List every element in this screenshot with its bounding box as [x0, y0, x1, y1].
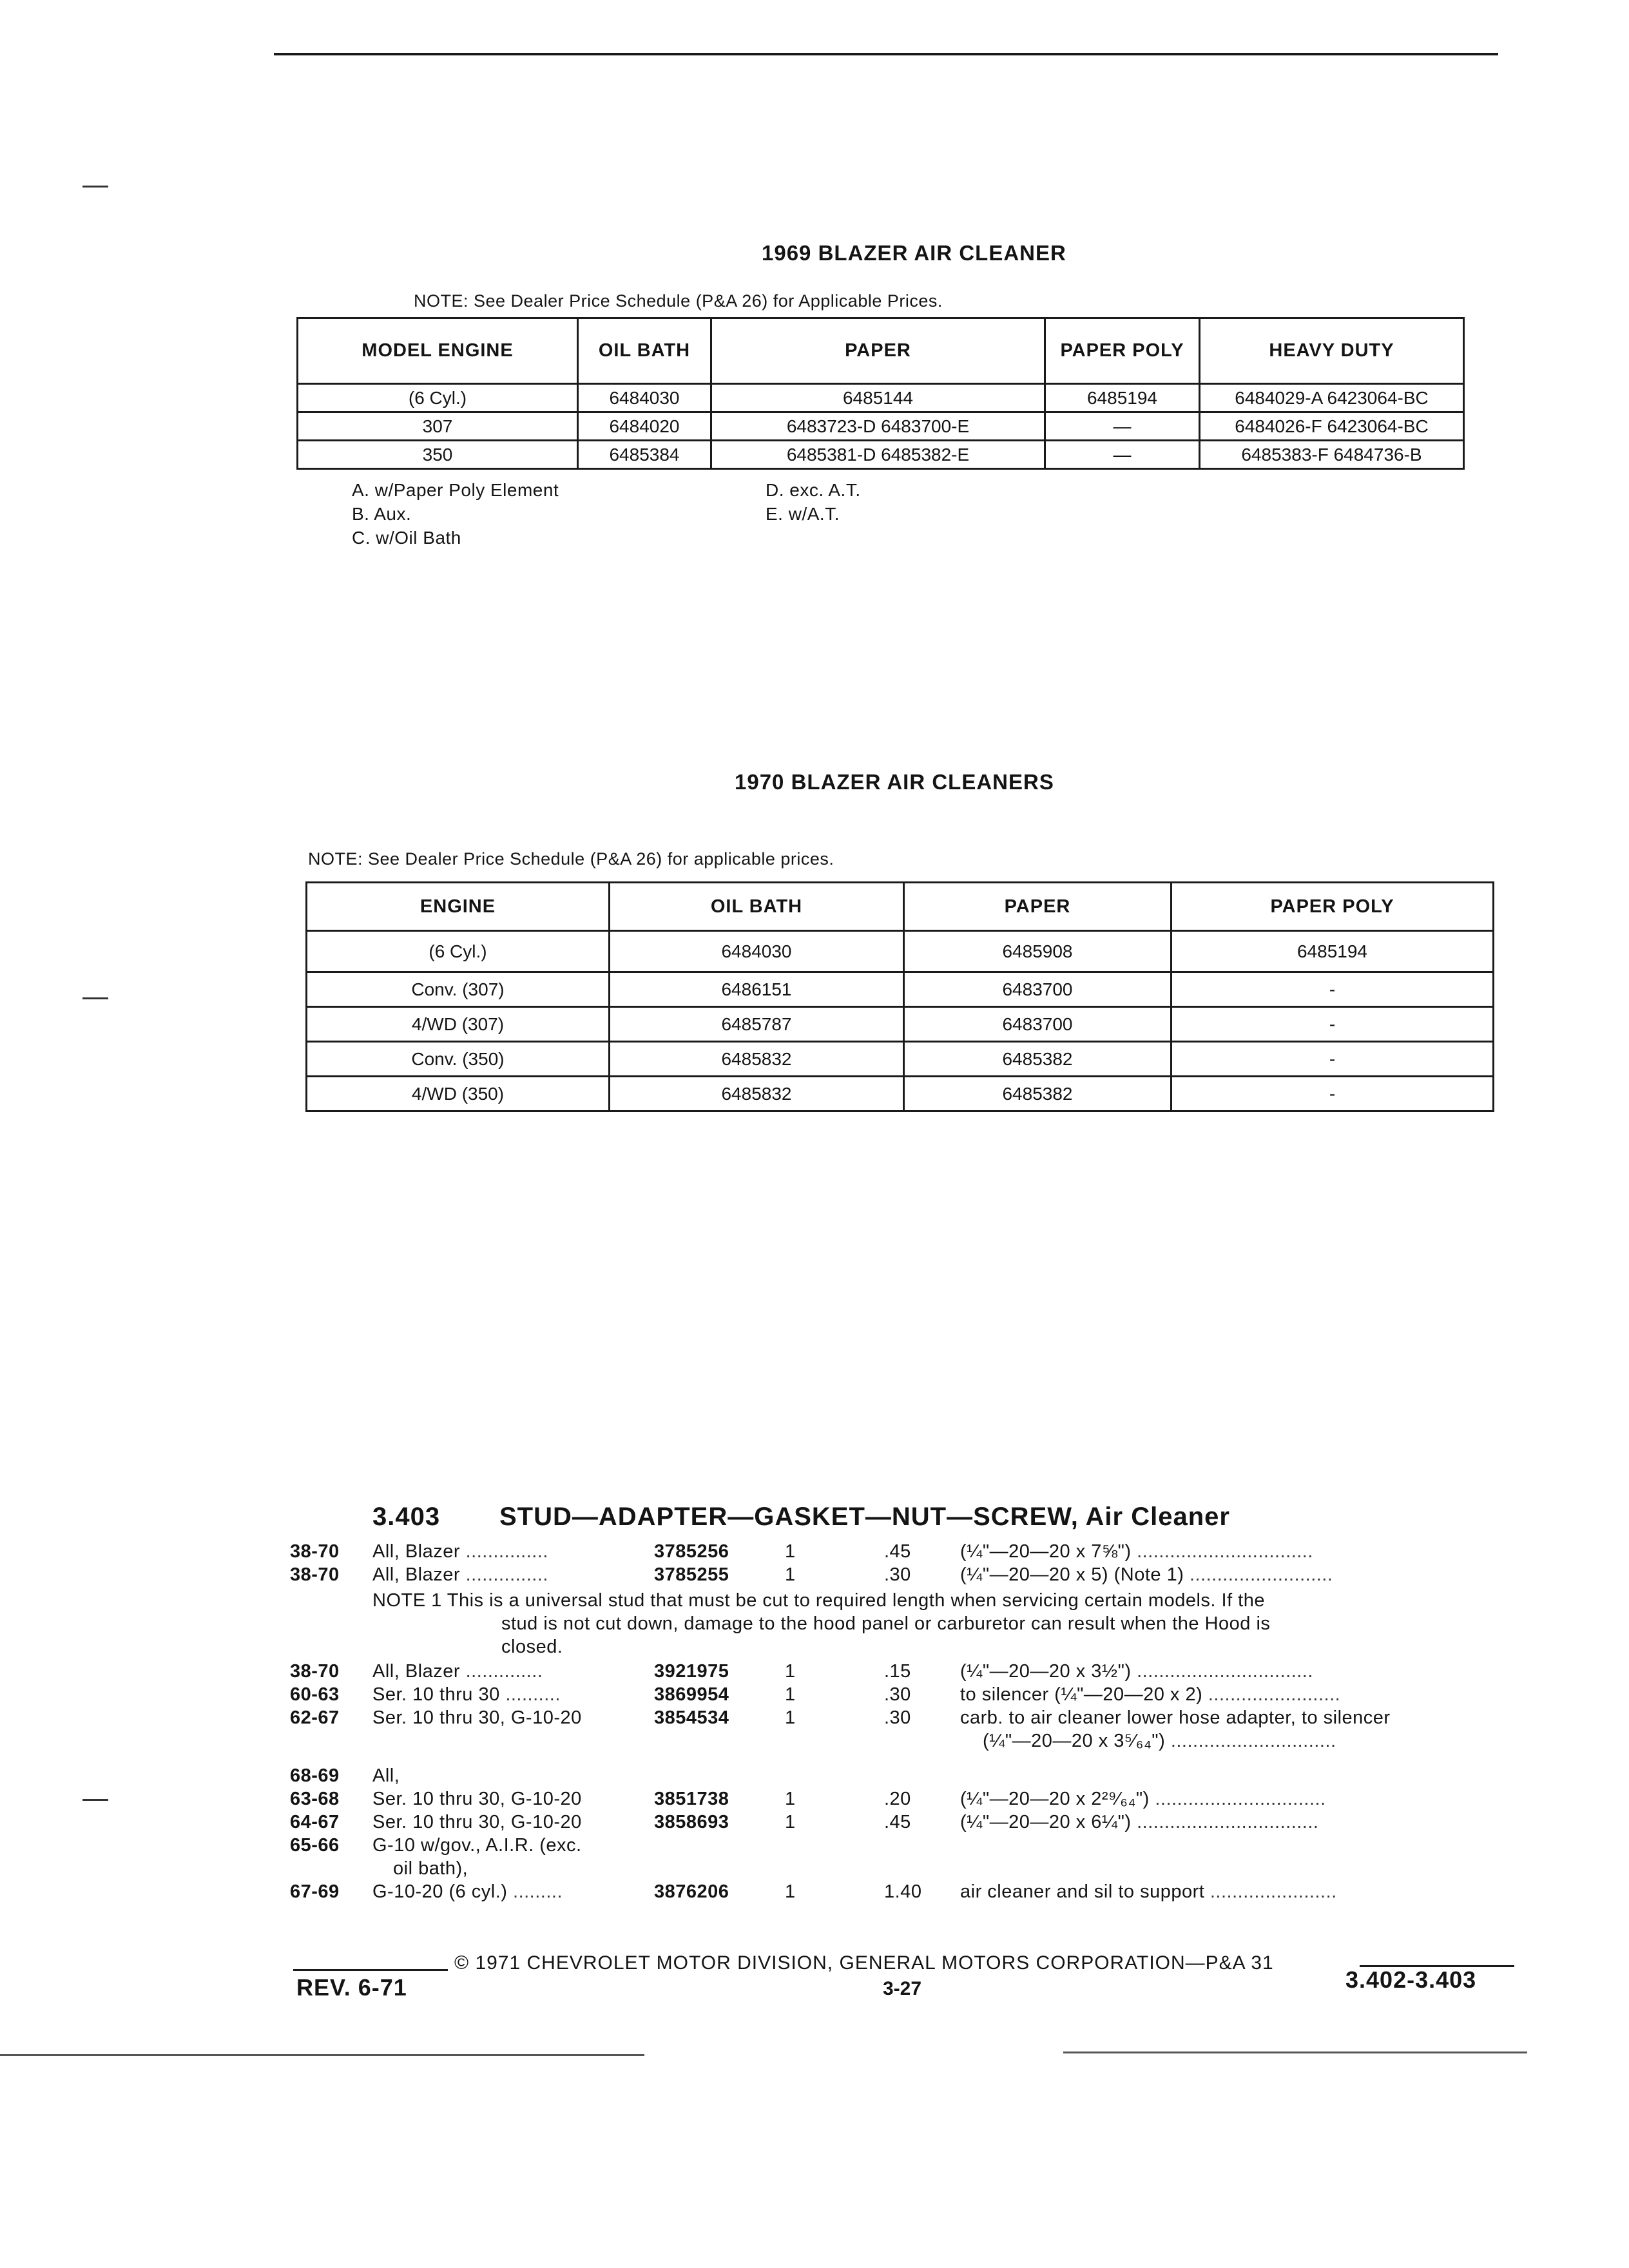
item-application: oil bath),: [393, 1858, 468, 1879]
list-item: [290, 1881, 1514, 1906]
footnote: D. exc. A.T.: [766, 480, 861, 500]
table-cell: 6483723-D 6483700-E: [711, 412, 1045, 441]
table-row: [298, 441, 1464, 469]
item-description: (¼"—20—20 x 2²⁹⁄₆₄") ...............................: [960, 1789, 1326, 1809]
item-application: G-10 w/gov., A.I.R. (exc.: [372, 1835, 582, 1856]
item-years: 62-67: [290, 1707, 340, 1728]
list-item: [290, 1684, 1514, 1709]
item-years: 38-70: [290, 1661, 340, 1682]
item-application: All, Blazer ...............: [372, 1564, 548, 1585]
column-header: ENGINE: [307, 883, 610, 931]
item-qty: 1: [785, 1541, 796, 1562]
item-price: 1.40: [884, 1881, 922, 1902]
item-description: (¼"—20—20 x 7⅝") ................................: [960, 1541, 1313, 1562]
list-item-continuation: [290, 1731, 1514, 1755]
item-description: carb. to air cleaner lower hose adapter, to silencer: [960, 1707, 1391, 1728]
table-cell: 6485381-D 6485382-E: [711, 441, 1045, 469]
item-price: .15: [884, 1661, 911, 1682]
table-cell: 6484026-F 6423064-BC: [1200, 412, 1464, 441]
table-row: [298, 412, 1464, 441]
table-row: [298, 384, 1464, 412]
list-item: [290, 1765, 1514, 1790]
item-part-number: 3785256: [654, 1541, 729, 1562]
item-part-number: 3876206: [654, 1881, 729, 1902]
margin-mark: [82, 1799, 108, 1801]
item-application: Ser. 10 thru 30, G-10-20: [372, 1812, 582, 1832]
item-application: All,: [372, 1765, 400, 1786]
page-number: 3-27: [883, 1978, 922, 1999]
item-qty: 1: [785, 1812, 796, 1832]
item-part-number: 3921975: [654, 1661, 729, 1682]
table-cell: 6485382: [904, 1042, 1171, 1077]
table-cell: 6483700: [904, 972, 1171, 1007]
table-cell: -: [1171, 1007, 1494, 1042]
table-cell: 6485194: [1045, 384, 1200, 412]
item-qty: 1: [785, 1881, 796, 1902]
table-cell: 6484029-A 6423064-BC: [1200, 384, 1464, 412]
item-application: Ser. 10 thru 30, G-10-20: [372, 1789, 582, 1809]
item-price: .45: [884, 1541, 911, 1562]
item-application: All, Blazer ..............: [372, 1661, 543, 1682]
item-years: 63-68: [290, 1789, 340, 1809]
table-cell: —: [1045, 412, 1200, 441]
column-header: MODEL ENGINE: [298, 318, 578, 384]
section-range: 3.402-3.403: [1345, 1966, 1477, 1993]
top-rule: [274, 53, 1498, 55]
item-description: to silencer (¼"—20—20 x 2) ........................: [960, 1684, 1341, 1705]
list-item: [290, 1564, 1514, 1589]
item-application: Ser. 10 thru 30 ..........: [372, 1684, 561, 1705]
table-cell: 6485383-F 6484736-B: [1200, 441, 1464, 469]
table-cell: —: [1045, 441, 1200, 469]
item-description: (¼"—20—20 x 3⁵⁄₆₄") ..............................: [983, 1731, 1336, 1751]
bottom-rule: [0, 2054, 644, 2056]
item-description: (¼"—20—20 x 3½") ................................: [960, 1661, 1313, 1682]
list-item: [290, 1858, 1514, 1883]
table-1970: [305, 881, 1494, 1112]
column-header: PAPER: [904, 883, 1171, 931]
item-application: All, Blazer ...............: [372, 1541, 548, 1562]
table-1969: [296, 317, 1465, 470]
table-cell: 4/WD (307): [307, 1007, 610, 1042]
table-cell: 6485787: [610, 1007, 904, 1042]
footnotes-left: [352, 478, 559, 550]
table-cell: 6486151: [610, 972, 904, 1007]
item-application: Ser. 10 thru 30, G-10-20: [372, 1707, 582, 1728]
column-header: OIL BATH: [610, 883, 904, 931]
table-cell: 6484020: [578, 412, 711, 441]
margin-mark: [82, 997, 108, 999]
column-header: HEAVY DUTY: [1200, 318, 1464, 384]
footer-rule-left: [293, 1969, 448, 1971]
item-years: 60-63: [290, 1684, 340, 1705]
table-row: [307, 972, 1494, 1007]
table-cell: Conv. (307): [307, 972, 610, 1007]
item-description: (¼"—20—20 x 5) (Note 1) ..........................: [960, 1564, 1333, 1585]
table-cell: 6484030: [610, 931, 904, 972]
note-1: [372, 1589, 1270, 1658]
list-item: [290, 1835, 1514, 1860]
table-cell: 6484030: [578, 384, 711, 412]
table-cell: -: [1171, 972, 1494, 1007]
table-cell: 6485908: [904, 931, 1171, 972]
footnotes-right: [766, 478, 861, 526]
table-cell: 6485384: [578, 441, 711, 469]
list-item: [290, 1541, 1514, 1566]
table-cell: 4/WD (350): [307, 1077, 610, 1111]
column-header: PAPER POLY: [1045, 318, 1200, 384]
table-1969-title: 1969 BLAZER AIR CLEANER: [762, 241, 1066, 265]
table-1969-note: NOTE: See Dealer Price Schedule (P&A 26) for Applicable Prices.: [414, 291, 943, 311]
table-cell: (6 Cyl.): [307, 931, 610, 972]
item-price: .30: [884, 1707, 911, 1728]
footnote: C. w/Oil Bath: [352, 528, 461, 548]
section-number: 3.403: [372, 1503, 441, 1531]
copyright: © 1971 CHEVROLET MOTOR DIVISION, GENERAL MOTORS CORPORATION—P&A 31: [454, 1952, 1274, 1974]
item-part-number: 3854534: [654, 1707, 729, 1728]
item-qty: 1: [785, 1564, 796, 1585]
item-years: 64-67: [290, 1812, 340, 1832]
item-price: .30: [884, 1564, 911, 1585]
item-qty: 1: [785, 1684, 796, 1705]
note-line: NOTE 1 This is a universal stud that must be cut to required length when servicing certain models. If the: [372, 1590, 1265, 1611]
table-cell: -: [1171, 1042, 1494, 1077]
footnote: A. w/Paper Poly Element: [352, 480, 559, 500]
table-row: [307, 931, 1494, 972]
item-years: 65-66: [290, 1835, 340, 1856]
item-years: 68-69: [290, 1765, 340, 1786]
column-header: OIL BATH: [578, 318, 711, 384]
item-application: G-10-20 (6 cyl.) .........: [372, 1881, 563, 1902]
item-qty: 1: [785, 1707, 796, 1728]
table-cell: (6 Cyl.): [298, 384, 578, 412]
list-item: [290, 1707, 1514, 1732]
table-1970-note: NOTE: See Dealer Price Schedule (P&A 26) for applicable prices.: [308, 849, 834, 869]
table-cell: 6483700: [904, 1007, 1171, 1042]
bottom-rule: [1063, 2052, 1527, 2053]
table-cell: 350: [298, 441, 578, 469]
column-header: PAPER POLY: [1171, 883, 1494, 931]
item-years: 38-70: [290, 1541, 340, 1562]
table-cell: 6485144: [711, 384, 1045, 412]
item-part-number: 3858693: [654, 1812, 729, 1832]
item-description: air cleaner and sil to support .......................: [960, 1881, 1337, 1902]
table-cell: 6485832: [610, 1077, 904, 1111]
item-part-number: 3785255: [654, 1564, 729, 1585]
table-cell: Conv. (350): [307, 1042, 610, 1077]
item-description: (¼"—20—20 x 6¼") .................................: [960, 1812, 1319, 1832]
item-years: 67-69: [290, 1881, 340, 1902]
footnote: E. w/A.T.: [766, 504, 840, 524]
list-item: [290, 1789, 1514, 1813]
item-price: .30: [884, 1684, 911, 1705]
table-row: [307, 1042, 1494, 1077]
footnote: B. Aux.: [352, 504, 412, 524]
item-qty: 1: [785, 1661, 796, 1682]
margin-mark: [82, 186, 108, 187]
table-cell: 307: [298, 412, 578, 441]
table-1970-title: 1970 BLAZER AIR CLEANERS: [735, 770, 1054, 794]
item-price: .45: [884, 1812, 911, 1832]
table-cell: 6485194: [1171, 931, 1494, 972]
note-line: stud is not cut down, damage to the hood panel or carburetor can result when the Hood is: [501, 1613, 1271, 1634]
list-item: [290, 1661, 1514, 1686]
section-title: STUD—ADAPTER—GASKET—NUT—SCREW, Air Cleaner: [499, 1503, 1230, 1531]
item-qty: 1: [785, 1789, 796, 1809]
item-part-number: 3869954: [654, 1684, 729, 1705]
item-years: 38-70: [290, 1564, 340, 1585]
list-item: [290, 1812, 1514, 1836]
table-row: [307, 1007, 1494, 1042]
note-line: closed.: [501, 1637, 563, 1657]
item-part-number: 3851738: [654, 1789, 729, 1809]
table-cell: 6485382: [904, 1077, 1171, 1111]
column-header: PAPER: [711, 318, 1045, 384]
table-cell: 6485832: [610, 1042, 904, 1077]
table-row: [307, 1077, 1494, 1111]
table-cell: -: [1171, 1077, 1494, 1111]
item-price: .20: [884, 1789, 911, 1809]
revision: REV. 6-71: [296, 1974, 407, 2001]
